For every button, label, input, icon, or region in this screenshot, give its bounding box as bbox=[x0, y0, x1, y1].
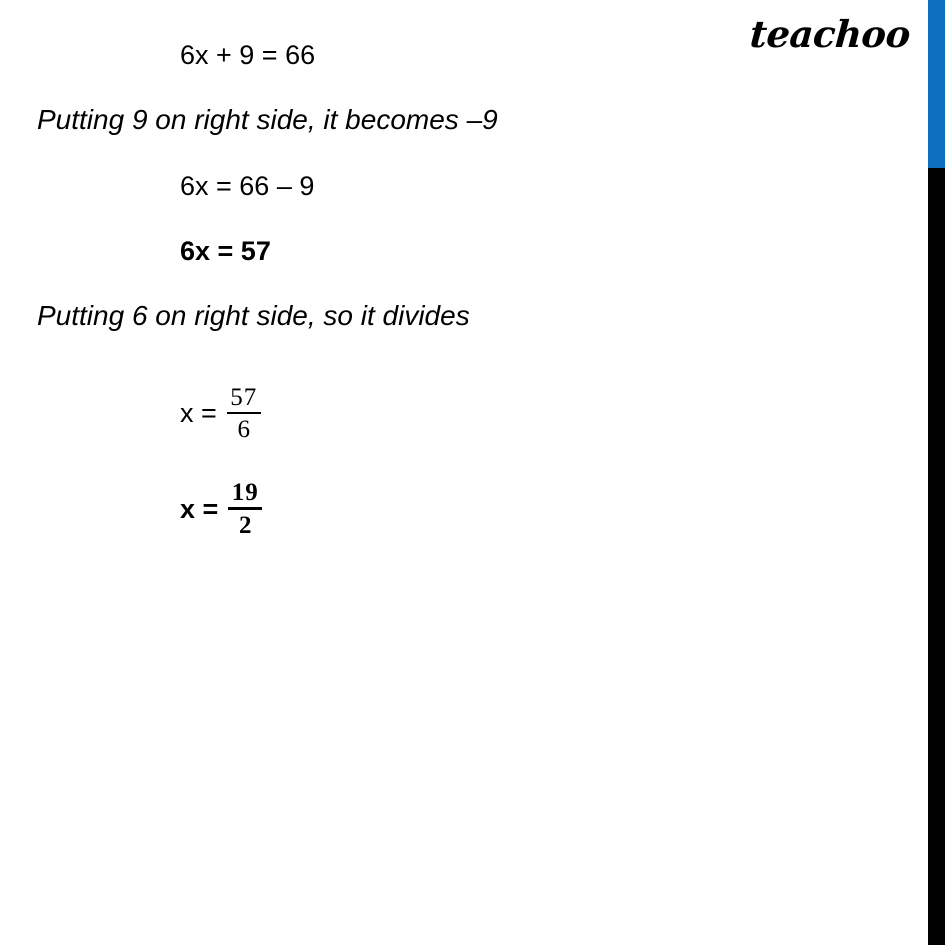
fraction-denominator-1: 6 bbox=[237, 416, 251, 443]
equation-line-2: 6x = 66 – 9 bbox=[180, 171, 315, 201]
fraction-lhs-2: x = bbox=[180, 493, 219, 524]
equation-line-3-result: 6x = 57 bbox=[180, 236, 271, 266]
fraction-numerator-1: 57 bbox=[230, 384, 258, 411]
step-note-1: Putting 9 on right side, it becomes –9 bbox=[37, 104, 498, 135]
decor-bar-black bbox=[928, 168, 945, 945]
fraction-1 bbox=[227, 384, 261, 443]
fraction-lhs-1: x = bbox=[180, 398, 217, 428]
fraction-denominator-2: 2 bbox=[239, 512, 252, 539]
fraction-2 bbox=[228, 479, 262, 539]
teachoo-logo: teachoo bbox=[748, 12, 912, 56]
fraction-numerator-2: 19 bbox=[231, 479, 259, 506]
fraction-row-2 bbox=[180, 479, 262, 539]
decor-bar-blue bbox=[928, 0, 945, 168]
equation-line-1: 6x + 9 = 66 bbox=[180, 40, 316, 70]
step-note-2: Putting 6 on right side, so it divides bbox=[37, 300, 470, 331]
fraction-row-1 bbox=[180, 384, 261, 443]
